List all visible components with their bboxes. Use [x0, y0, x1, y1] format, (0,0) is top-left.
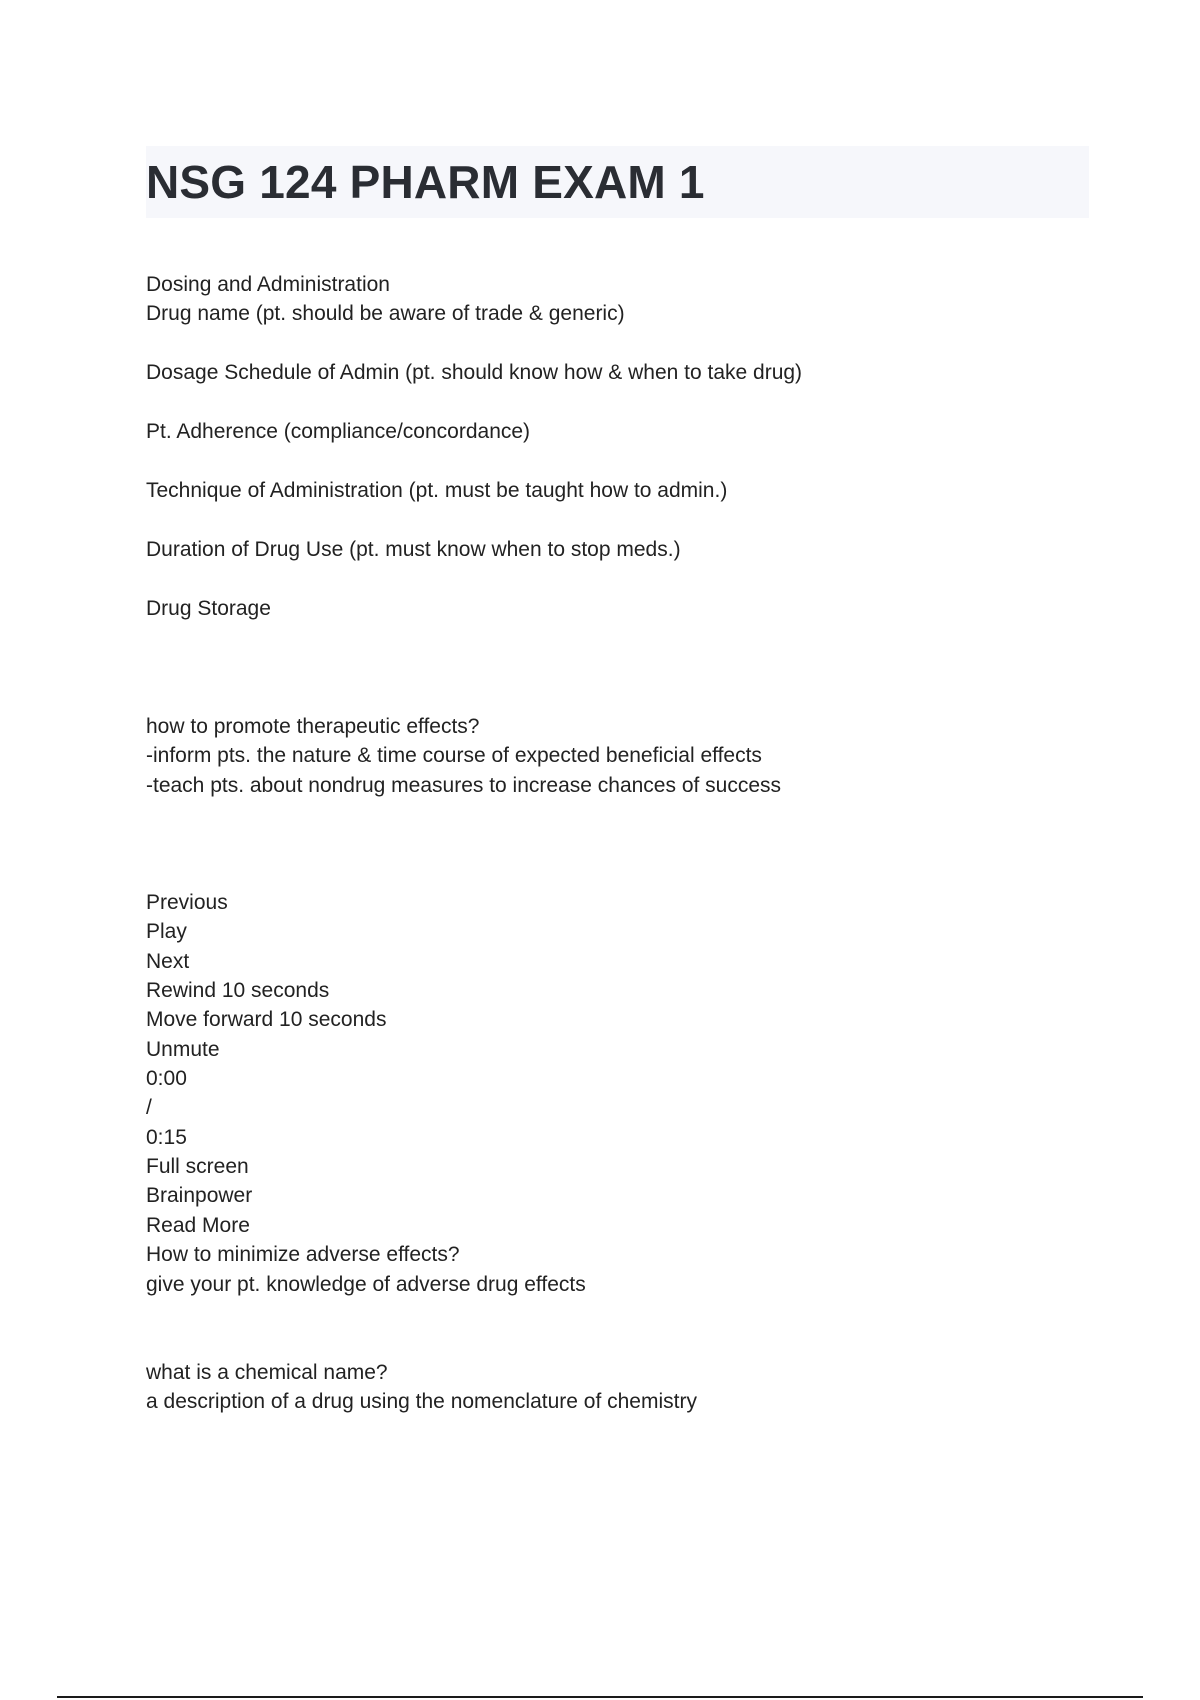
- player-rewind-button[interactable]: Rewind 10 seconds: [146, 979, 330, 1002]
- player-previous-button[interactable]: Previous: [146, 891, 228, 914]
- card-definition-line: Pt. Adherence (compliance/concordance): [146, 420, 531, 443]
- page-bottom-rule: [57, 1696, 1143, 1698]
- card-term: Dosing and Administration: [146, 273, 390, 296]
- player-play-button[interactable]: Play: [146, 920, 187, 943]
- card-definition-line: a description of a drug using the nomenclature of chemistry: [146, 1390, 697, 1413]
- card-definition-line: Duration of Drug Use (pt. must know when to stop meds.): [146, 538, 681, 561]
- card-term: How to minimize adverse effects?: [146, 1243, 460, 1266]
- player-fullscreen-button[interactable]: Full screen: [146, 1155, 249, 1178]
- player-current-time: 0:00: [146, 1067, 187, 1090]
- card-definition-line: Drug Storage: [146, 597, 271, 620]
- read-more-link[interactable]: Read More: [146, 1214, 250, 1237]
- page-title: NSG 124 PHARM EXAM 1: [146, 156, 705, 208]
- player-forward-button[interactable]: Move forward 10 seconds: [146, 1008, 387, 1031]
- player-time-separator: /: [146, 1096, 152, 1119]
- player-next-button[interactable]: Next: [146, 950, 190, 973]
- card-definition-line: Drug name (pt. should be aware of trade & generic): [146, 302, 625, 325]
- card-definition-line: Dosage Schedule of Admin (pt. should know how & when to take drug): [146, 361, 803, 384]
- player-unmute-button[interactable]: Unmute: [146, 1038, 220, 1061]
- card-definition-line: Technique of Administration (pt. must be taught how to admin.): [146, 479, 728, 502]
- card-term: what is a chemical name?: [146, 1361, 388, 1384]
- brainpower-label: Brainpower: [146, 1184, 253, 1207]
- player-duration: 0:15: [146, 1126, 187, 1149]
- card-term: how to promote therapeutic effects?: [146, 715, 480, 738]
- card-definition-line: -teach pts. about nondrug measures to increase chances of success: [146, 774, 782, 797]
- card-definition-line: -inform pts. the nature & time course of expected beneficial effects: [146, 744, 762, 767]
- card-definition-line: give your pt. knowledge of adverse drug effects: [146, 1273, 586, 1296]
